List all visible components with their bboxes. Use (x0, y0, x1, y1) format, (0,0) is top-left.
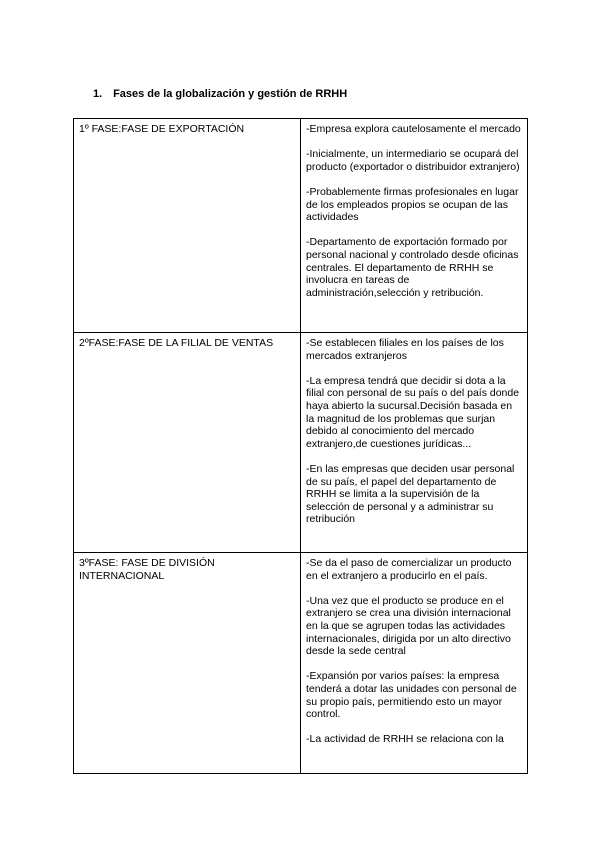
phase-name: 2ºFASE:FASE DE LA FILIAL DE VENTAS (79, 337, 274, 349)
phase-description-cell (301, 119, 528, 333)
section-number: 1. (93, 88, 103, 100)
section-title: Fases de la globalización y gestión de RRHH (113, 88, 348, 100)
phase-name: 1º FASE:FASE DE EXPORTACIÓN (79, 123, 245, 135)
description-item: -La empresa tendrá que decidir si dota a la filial con personal de su país o del país donde haya abierto la sucursal.Decisión basada en la magnitud de los problemas que surjan debido al conocimiento del mercado extranjero,de cuestiones jurídicas... (306, 374, 520, 450)
description-item: -Probablemente firmas profesionales en lugar de los empleados propios se ocupan de las actividades (306, 185, 519, 224)
table-row (74, 333, 528, 553)
description-item: -Inicialmente, un intermediario se ocupará del producto (exportador o distribuidor extranjero) (306, 148, 520, 173)
description-item: -Una vez que el producto se produce en el extranjero se crea una división internacional en la que se agrupen todas las actividades internacionales, dirigida por un alto directivo desde la sede central (306, 594, 511, 658)
phase-description-cell (301, 333, 528, 553)
description-item: -Se establecen filiales en los países de los mercados extranjeros (306, 337, 504, 362)
description-item: -Se da el paso de comercializar un producto en el extranjero a producirlo en el país. (306, 557, 512, 582)
section-heading (93, 88, 347, 100)
phases-table (73, 118, 528, 774)
phase-name-cell (74, 553, 301, 774)
phase-name: 3ºFASE: FASE DE DIVISIÓN INTERNACIONAL (79, 557, 215, 582)
phase-name-cell (74, 333, 301, 553)
phase-name-cell (74, 119, 301, 333)
description-item: -En las empresas que deciden usar personal de su país, el papel del departamento de RRHH se limita a la supervisión de la selección de personal y a administrar su retribución (306, 462, 515, 526)
table-row (74, 119, 528, 333)
phase-description-cell (301, 553, 528, 774)
description-item: -La actividad de RRHH se relaciona con la (306, 733, 504, 746)
description-item: -Empresa explora cautelosamente el mercado (306, 123, 521, 135)
description-item: -Expansión por varios países: la empresa tenderá a dotar las unidades con personal de su propio país, permitiendo esto un mayor control. (306, 670, 517, 721)
table-row (74, 553, 528, 774)
description-item: -Departamento de exportación formado por personal nacional y controlado desde oficinas centrales. El departamento de RRHH se involucra en tareas de administración,selección y retribución. (306, 236, 519, 299)
